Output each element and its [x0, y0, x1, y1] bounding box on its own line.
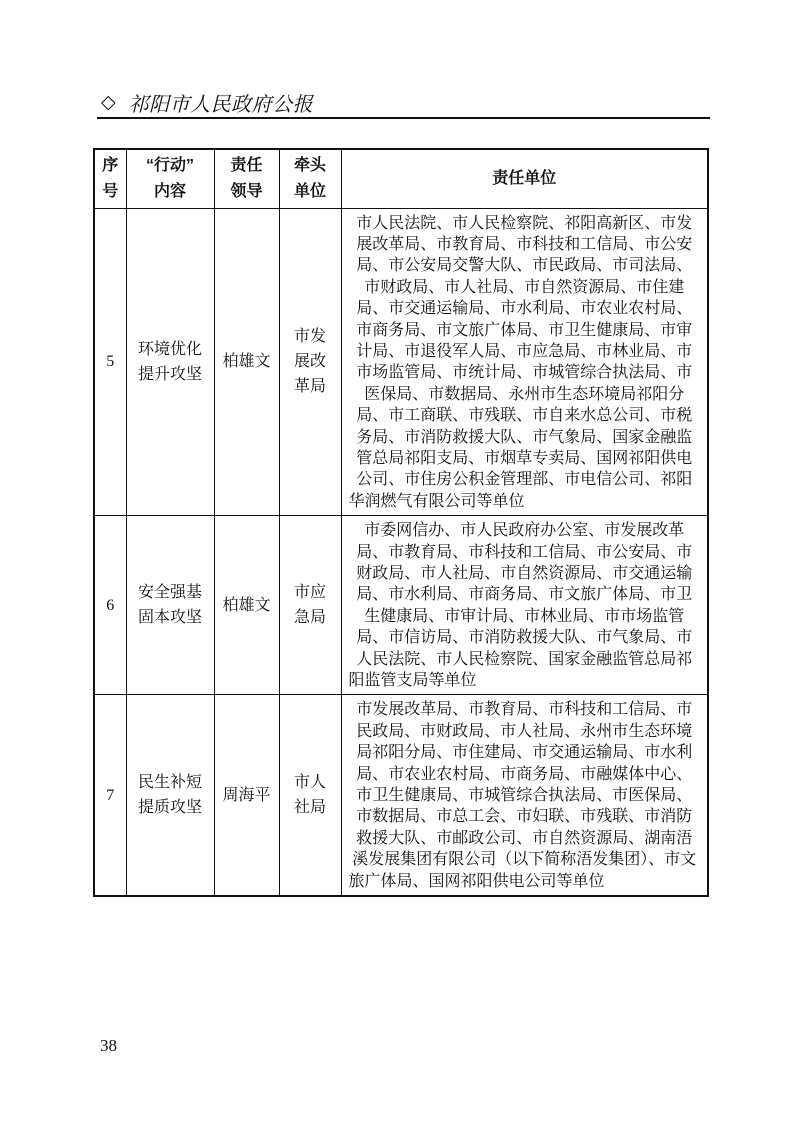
row-no-cell: 6: [94, 516, 126, 695]
header-cell-no: [94, 149, 126, 208]
header-cell-action-line2: 内容: [153, 182, 186, 200]
lead-unit-text: 市发展改革局: [293, 328, 326, 396]
header-cell-leader-line1: 责任: [230, 156, 263, 174]
action-cell: [126, 695, 214, 896]
action-cell: [126, 208, 214, 516]
header-cell-action: [126, 149, 214, 208]
header-cell-responsible-units: 责任单位: [341, 149, 708, 208]
action-plan-table-wrap: [93, 148, 709, 897]
header-cell-leader-line2: 领导: [230, 182, 263, 200]
responsible-units-cell: 市发展改革局、市教育局、市科技和工信局、市民政局、市财政局、市人社局、永州市生态环境局祁阳分局、市住建局、市交通运输局、市水利局、市农业农村局、市商务局、市融媒体中心、市卫生健康局、市城管综合执法局、市医保局、市数据局、市总工会、市妇联、市残联、市消防救援大队、市邮政公司、市自然资源局、湖南浯溪发展集团有限公司（以下简称浯发集团）、市文旅广体局、国网祁阳供电公司等单位: [341, 695, 708, 896]
running-head: [101, 88, 313, 117]
action-text: 民生补短提质攻坚: [137, 774, 202, 817]
leader-cell: 周海平: [214, 695, 279, 896]
lead-unit-text: 市应急局: [293, 584, 326, 627]
action-plan-table: [93, 148, 709, 897]
header-cell-leader: [214, 149, 279, 208]
action-cell: [126, 516, 214, 695]
table-row: [94, 695, 708, 896]
diamond-icon: ◇: [101, 92, 116, 113]
header-rule: [97, 117, 710, 119]
lead-unit-cell: [279, 695, 341, 896]
action-text: 安全强基固本攻坚: [137, 584, 202, 627]
responsible-units-cell: 市委网信办、市人民政府办公室、市发展改革局、市教育局、市科技和工信局、市公安局、市财政局、市人社局、市自然资源局、市交通运输局、市水利局、市商务局、市文旅广体局、市卫生健康局、市审计局、市林业局、市市场监管局、市信访局、市消防救援大队、市气象局、市人民法院、市人民检察院、国家金融监管总局祁阳监管支局等单位: [341, 516, 708, 695]
action-text: 环境优化提升攻坚: [137, 340, 202, 383]
page-title: 祁阳市人民政府公报: [128, 94, 314, 116]
lead-unit-cell: [279, 208, 341, 516]
header-cell-no-line2: 号: [102, 182, 119, 200]
responsible-units-cell: 市人民法院、市人民检察院、祁阳高新区、市发展改革局、市教育局、市科技和工信局、市公安局、市公安局交警大队、市民政局、市司法局、市财政局、市人社局、市自然资源局、市住建局、市交通运输局、市水利局、市农业农村局、市商务局、市文旅广体局、市卫生健康局、市审计局、市退役军人局、市应急局、市林业局、市市场监管局、市统计局、市城管综合执法局、市医保局、市数据局、永州市生态环境局祁阳分局、市工商联、市残联、市自来水总公司、市税务局、市消防救援大队、市气象局、国家金融监管总局祁阳支局、市烟草专卖局、国网祁阳供电公司、市住房公积金管理部、市电信公司、祁阳华润燃气有限公司等单位: [341, 208, 708, 516]
lead-unit-cell: [279, 516, 341, 695]
page-number: 38: [100, 1036, 117, 1055]
lead-unit-text: 市人社局: [293, 774, 326, 817]
header-cell-no-line1: 序: [102, 156, 119, 174]
table-header-row: [94, 149, 708, 208]
header-cell-lead-unit-line1: 牵头: [293, 156, 326, 174]
row-no-cell: 7: [94, 695, 126, 896]
table-row: [94, 208, 708, 516]
table-row: [94, 516, 708, 695]
header-cell-action-line1: “行动”: [145, 156, 194, 174]
leader-cell: 柏雄文: [214, 208, 279, 516]
header-cell-lead-unit: [279, 149, 341, 208]
leader-cell: 柏雄文: [214, 516, 279, 695]
row-no-cell: 5: [94, 208, 126, 516]
header-cell-lead-unit-line2: 单位: [293, 182, 326, 200]
